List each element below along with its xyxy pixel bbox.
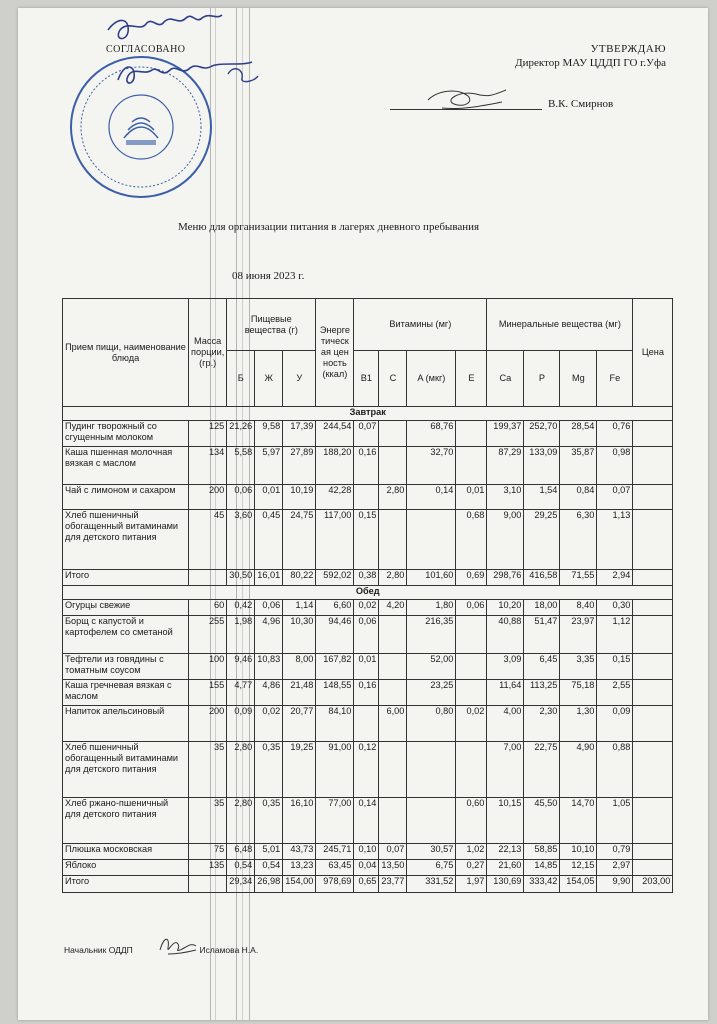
approve-position: Директор МАУ ЦДДП ГО г.Уфа xyxy=(515,57,666,69)
value-cell: 333,42 xyxy=(524,876,560,893)
value-cell: 244,54 xyxy=(316,421,354,447)
value-cell: 30,50 xyxy=(227,570,255,586)
value-cell: 1,13 xyxy=(597,510,633,570)
value-cell: 255 xyxy=(189,616,227,654)
value-cell: 298,76 xyxy=(487,570,524,586)
value-cell: 100 xyxy=(189,654,227,680)
value-cell: 21,26 xyxy=(227,421,255,447)
value-cell: 9,58 xyxy=(255,421,283,447)
value-cell: 9,46 xyxy=(227,654,255,680)
value-cell: 200 xyxy=(189,706,227,742)
value-cell xyxy=(633,706,673,742)
value-cell: 2,94 xyxy=(597,570,633,586)
value-cell: 84,10 xyxy=(316,706,354,742)
value-cell: 0,14 xyxy=(354,798,379,844)
approve-title: УТВЕРЖДАЮ xyxy=(590,43,666,55)
value-cell: 0,16 xyxy=(354,447,379,485)
value-cell: 416,58 xyxy=(524,570,560,586)
value-cell: 0,02 xyxy=(456,706,487,742)
value-cell xyxy=(633,860,673,876)
value-cell: 9,00 xyxy=(487,510,524,570)
total-row xyxy=(63,570,673,586)
value-cell: 130,69 xyxy=(487,876,524,893)
value-cell: 2,80 xyxy=(379,570,407,586)
value-cell xyxy=(633,844,673,860)
value-cell: 0,60 xyxy=(456,798,487,844)
value-cell: 0,07 xyxy=(597,485,633,510)
value-cell: 35 xyxy=(189,798,227,844)
value-cell: 32,70 xyxy=(407,447,456,485)
menu-table xyxy=(62,298,673,893)
value-cell: 0,30 xyxy=(597,600,633,616)
value-cell: 16,10 xyxy=(283,798,316,844)
value-cell: 22,13 xyxy=(487,844,524,860)
value-cell xyxy=(456,742,487,798)
value-cell: 6,60 xyxy=(316,600,354,616)
value-cell: 1,54 xyxy=(524,485,560,510)
table-row xyxy=(63,654,673,680)
value-cell: 9,90 xyxy=(597,876,633,893)
value-cell: 87,29 xyxy=(487,447,524,485)
value-cell: 8,40 xyxy=(560,600,597,616)
value-cell: 16,01 xyxy=(255,570,283,586)
value-cell xyxy=(633,510,673,570)
value-cell: 60 xyxy=(189,600,227,616)
value-cell: 14,85 xyxy=(524,860,560,876)
value-cell: 0,54 xyxy=(227,860,255,876)
value-cell: 23,25 xyxy=(407,680,456,706)
value-cell xyxy=(633,600,673,616)
value-cell: 6,45 xyxy=(524,654,560,680)
value-cell: 148,55 xyxy=(316,680,354,706)
approval-block xyxy=(406,42,666,70)
value-cell: 24,75 xyxy=(283,510,316,570)
value-cell: 135 xyxy=(189,860,227,876)
value-cell: 4,20 xyxy=(379,600,407,616)
value-cell: 978,69 xyxy=(316,876,354,893)
value-cell: 94,46 xyxy=(316,616,354,654)
value-cell: 0,01 xyxy=(255,485,283,510)
header-fe: Fe xyxy=(597,351,633,407)
value-cell xyxy=(633,447,673,485)
value-cell xyxy=(456,616,487,654)
dish-name-cell: Яблоко xyxy=(63,860,189,876)
value-cell: 6,75 xyxy=(407,860,456,876)
header-vitamins: Витамины (мг) xyxy=(354,299,487,351)
value-cell: 155 xyxy=(189,680,227,706)
value-cell xyxy=(456,447,487,485)
table-row xyxy=(63,742,673,798)
value-cell: 0,65 xyxy=(354,876,379,893)
header-price: Цена xyxy=(633,299,673,407)
value-cell: 592,02 xyxy=(316,570,354,586)
value-cell xyxy=(407,742,456,798)
dish-name-cell: Напиток апельсиновый xyxy=(63,706,189,742)
value-cell xyxy=(633,421,673,447)
value-cell: 1,30 xyxy=(560,706,597,742)
value-cell: 5,01 xyxy=(255,844,283,860)
header-e: E xyxy=(456,351,487,407)
value-cell: 0,76 xyxy=(597,421,633,447)
value-cell: 4,96 xyxy=(255,616,283,654)
value-cell: 91,00 xyxy=(316,742,354,798)
value-cell: 18,00 xyxy=(524,600,560,616)
header-mg: Mg xyxy=(560,351,597,407)
value-cell: 19,25 xyxy=(283,742,316,798)
header-p: P xyxy=(524,351,560,407)
dish-name-cell: Борщ с капустой и картофелем со сметаной xyxy=(63,616,189,654)
value-cell: 77,00 xyxy=(316,798,354,844)
value-cell: 0,02 xyxy=(255,706,283,742)
value-cell: 133,09 xyxy=(524,447,560,485)
value-cell: 0,07 xyxy=(379,844,407,860)
document-title: Меню для организации питания в лагерях дневного пребывания xyxy=(178,221,480,233)
value-cell: 0,54 xyxy=(255,860,283,876)
value-cell: 0,42 xyxy=(227,600,255,616)
value-cell: 125 xyxy=(189,421,227,447)
value-cell: 2,55 xyxy=(597,680,633,706)
value-cell xyxy=(379,421,407,447)
value-cell xyxy=(379,680,407,706)
section-title: Завтрак xyxy=(63,407,673,421)
value-cell xyxy=(456,654,487,680)
value-cell xyxy=(379,616,407,654)
value-cell: 52,00 xyxy=(407,654,456,680)
value-cell xyxy=(456,680,487,706)
value-cell: 51,47 xyxy=(524,616,560,654)
table-row xyxy=(63,600,673,616)
value-cell: 3,35 xyxy=(560,654,597,680)
value-cell: 154,05 xyxy=(560,876,597,893)
signature-left xyxy=(78,8,298,108)
section-title: Обед xyxy=(63,586,673,600)
value-cell: 0,38 xyxy=(354,570,379,586)
table-row xyxy=(63,485,673,510)
value-cell: 4,00 xyxy=(487,706,524,742)
table-row xyxy=(63,510,673,570)
value-cell: 154,00 xyxy=(283,876,316,893)
value-cell: 10,83 xyxy=(255,654,283,680)
header-energy: Энергетическая ценность (ккал) xyxy=(316,299,354,407)
value-cell: 216,35 xyxy=(407,616,456,654)
total-row xyxy=(63,876,673,893)
value-cell: 30,57 xyxy=(407,844,456,860)
value-cell: 13,23 xyxy=(283,860,316,876)
value-cell: 200 xyxy=(189,485,227,510)
value-cell xyxy=(379,510,407,570)
value-cell: 245,71 xyxy=(316,844,354,860)
value-cell: 0,80 xyxy=(407,706,456,742)
dish-name-cell: Тефтели из говядины с томатным соусом xyxy=(63,654,189,680)
header-nutrients: Пищевые вещества (г) xyxy=(227,299,316,351)
value-cell: 29,34 xyxy=(227,876,255,893)
value-cell xyxy=(633,742,673,798)
value-cell: 0,16 xyxy=(354,680,379,706)
value-cell: 0,01 xyxy=(354,654,379,680)
value-cell: 101,60 xyxy=(407,570,456,586)
dish-name-cell: Огурцы свежие xyxy=(63,600,189,616)
value-cell: 80,22 xyxy=(283,570,316,586)
header-portion: Масса порции, (гр.) xyxy=(189,299,227,407)
value-cell: 1,02 xyxy=(456,844,487,860)
value-cell: 0,02 xyxy=(354,600,379,616)
value-cell: 167,82 xyxy=(316,654,354,680)
dish-name-cell: Чай с лимоном и сахаром xyxy=(63,485,189,510)
value-cell: 117,00 xyxy=(316,510,354,570)
value-cell: 188,20 xyxy=(316,447,354,485)
value-cell: 21,48 xyxy=(283,680,316,706)
dish-name-cell: Хлеб ржано-пшеничный для детского питания xyxy=(63,798,189,844)
value-cell: 0,68 xyxy=(456,510,487,570)
header-minerals: Минеральные вещества (мг) xyxy=(487,299,633,351)
dish-name-cell: Каша гречневая вязкая с маслом xyxy=(63,680,189,706)
value-cell: 0,15 xyxy=(597,654,633,680)
value-cell: 63,45 xyxy=(316,860,354,876)
value-cell: 10,20 xyxy=(487,600,524,616)
value-cell: 1,05 xyxy=(597,798,633,844)
value-cell: 0,35 xyxy=(255,742,283,798)
value-cell: 1,97 xyxy=(456,876,487,893)
value-cell: 12,15 xyxy=(560,860,597,876)
header-ca: Ca xyxy=(487,351,524,407)
header-meal: Прием пищи, наименование блюда xyxy=(63,299,189,407)
value-cell: 113,25 xyxy=(524,680,560,706)
dish-name-cell: Плюшка московская xyxy=(63,844,189,860)
value-cell: 2,97 xyxy=(597,860,633,876)
value-cell: 26,98 xyxy=(255,876,283,893)
value-cell: 11,64 xyxy=(487,680,524,706)
value-cell xyxy=(354,485,379,510)
value-cell: 7,00 xyxy=(487,742,524,798)
dish-name-cell: Итого xyxy=(63,570,189,586)
value-cell: 10,19 xyxy=(283,485,316,510)
value-cell: 2,80 xyxy=(227,742,255,798)
value-cell: 14,70 xyxy=(560,798,597,844)
value-cell: 0,35 xyxy=(255,798,283,844)
value-cell xyxy=(633,570,673,586)
value-cell: 5,97 xyxy=(255,447,283,485)
value-cell xyxy=(189,570,227,586)
value-cell xyxy=(633,680,673,706)
value-cell: 3,10 xyxy=(487,485,524,510)
table-row xyxy=(63,844,673,860)
value-cell: 0,06 xyxy=(354,616,379,654)
value-cell: 45,50 xyxy=(524,798,560,844)
value-cell: 0,06 xyxy=(255,600,283,616)
value-cell: 1,14 xyxy=(283,600,316,616)
value-cell: 203,00 xyxy=(633,876,673,893)
header-u: У xyxy=(283,351,316,407)
table-row xyxy=(63,798,673,844)
value-cell: 3,09 xyxy=(487,654,524,680)
value-cell: 3,60 xyxy=(227,510,255,570)
value-cell: 43,73 xyxy=(283,844,316,860)
table-row xyxy=(63,680,673,706)
menu-table-body xyxy=(63,407,673,893)
table-row xyxy=(63,421,673,447)
value-cell: 35 xyxy=(189,742,227,798)
value-cell: 134 xyxy=(189,447,227,485)
value-cell: 0,01 xyxy=(456,485,487,510)
header-b: Б xyxy=(227,351,255,407)
value-cell: 22,75 xyxy=(524,742,560,798)
value-cell: 0,09 xyxy=(227,706,255,742)
value-cell: 1,98 xyxy=(227,616,255,654)
value-cell: 0,15 xyxy=(354,510,379,570)
value-cell: 17,39 xyxy=(283,421,316,447)
approver-name: В.К. Смирнов xyxy=(548,98,614,110)
value-cell: 29,25 xyxy=(524,510,560,570)
value-cell: 0,88 xyxy=(597,742,633,798)
value-cell: 23,97 xyxy=(560,616,597,654)
value-cell: 23,77 xyxy=(379,876,407,893)
value-cell xyxy=(354,706,379,742)
value-cell: 252,70 xyxy=(524,421,560,447)
approval-label-left: СОГЛАСОВАНО xyxy=(106,44,186,55)
menu-document xyxy=(18,8,708,1020)
value-cell: 6,30 xyxy=(560,510,597,570)
dish-name-cell: Каша пшенная молочная вязкая с маслом xyxy=(63,447,189,485)
value-cell: 0,14 xyxy=(407,485,456,510)
value-cell: 5,58 xyxy=(227,447,255,485)
value-cell: 0,09 xyxy=(597,706,633,742)
value-cell: 35,87 xyxy=(560,447,597,485)
value-cell: 0,84 xyxy=(560,485,597,510)
value-cell: 0,07 xyxy=(354,421,379,447)
value-cell: 27,89 xyxy=(283,447,316,485)
value-cell: 1,12 xyxy=(597,616,633,654)
dish-name-cell: Итого xyxy=(63,876,189,893)
value-cell: 0,12 xyxy=(354,742,379,798)
table-row xyxy=(63,860,673,876)
header-a: A (мкг) xyxy=(407,351,456,407)
value-cell: 4,77 xyxy=(227,680,255,706)
value-cell: 28,54 xyxy=(560,421,597,447)
value-cell xyxy=(379,447,407,485)
value-cell: 0,10 xyxy=(354,844,379,860)
value-cell xyxy=(379,654,407,680)
value-cell: 0,69 xyxy=(456,570,487,586)
value-cell: 0,79 xyxy=(597,844,633,860)
value-cell xyxy=(379,742,407,798)
value-cell: 0,27 xyxy=(456,860,487,876)
value-cell: 10,10 xyxy=(560,844,597,860)
value-cell: 6,48 xyxy=(227,844,255,860)
value-cell: 331,52 xyxy=(407,876,456,893)
value-cell: 75 xyxy=(189,844,227,860)
value-cell: 45 xyxy=(189,510,227,570)
signature-line xyxy=(390,109,542,110)
footer-position: Начальник ОДДП xyxy=(64,945,133,955)
value-cell: 2,30 xyxy=(524,706,560,742)
section-row xyxy=(63,407,673,421)
header-zh: Ж xyxy=(255,351,283,407)
value-cell: 6,00 xyxy=(379,706,407,742)
value-cell: 10,15 xyxy=(487,798,524,844)
value-cell: 75,18 xyxy=(560,680,597,706)
value-cell xyxy=(633,654,673,680)
value-cell: 20,77 xyxy=(283,706,316,742)
value-cell: 13,50 xyxy=(379,860,407,876)
dish-name-cell: Хлеб пшеничный обогащенный витаминами для детского питания xyxy=(63,510,189,570)
signature-right xyxy=(408,78,528,118)
value-cell: 4,86 xyxy=(255,680,283,706)
value-cell xyxy=(633,798,673,844)
value-cell: 42,28 xyxy=(316,485,354,510)
value-cell: 0,06 xyxy=(456,600,487,616)
value-cell xyxy=(456,421,487,447)
value-cell xyxy=(407,798,456,844)
footer xyxy=(64,945,258,955)
value-cell: 8,00 xyxy=(283,654,316,680)
dish-name-cell: Хлеб пшеничный обогащенный витаминами для детского питания xyxy=(63,742,189,798)
value-cell: 199,37 xyxy=(487,421,524,447)
value-cell xyxy=(407,510,456,570)
value-cell xyxy=(379,798,407,844)
value-cell xyxy=(633,616,673,654)
value-cell: 10,30 xyxy=(283,616,316,654)
value-cell: 21,60 xyxy=(487,860,524,876)
value-cell: 0,06 xyxy=(227,485,255,510)
table-row xyxy=(63,616,673,654)
value-cell: 0,98 xyxy=(597,447,633,485)
footer-name: Исламова Н.А. xyxy=(199,945,259,955)
value-cell: 68,76 xyxy=(407,421,456,447)
value-cell: 40,88 xyxy=(487,616,524,654)
value-cell: 71,55 xyxy=(560,570,597,586)
value-cell: 2,80 xyxy=(379,485,407,510)
table-row xyxy=(63,447,673,485)
value-cell: 2,80 xyxy=(227,798,255,844)
header-b1: B1 xyxy=(354,351,379,407)
value-cell: 58,85 xyxy=(524,844,560,860)
value-cell: 1,80 xyxy=(407,600,456,616)
value-cell xyxy=(189,876,227,893)
value-cell: 4,90 xyxy=(560,742,597,798)
value-cell xyxy=(633,485,673,510)
value-cell: 0,04 xyxy=(354,860,379,876)
table-row xyxy=(63,706,673,742)
document-date: 08 июня 2023 г. xyxy=(232,270,305,282)
value-cell: 0,45 xyxy=(255,510,283,570)
header-c: C xyxy=(379,351,407,407)
dish-name-cell: Пудинг творожный со сгущенным молоком xyxy=(63,421,189,447)
section-row xyxy=(63,586,673,600)
